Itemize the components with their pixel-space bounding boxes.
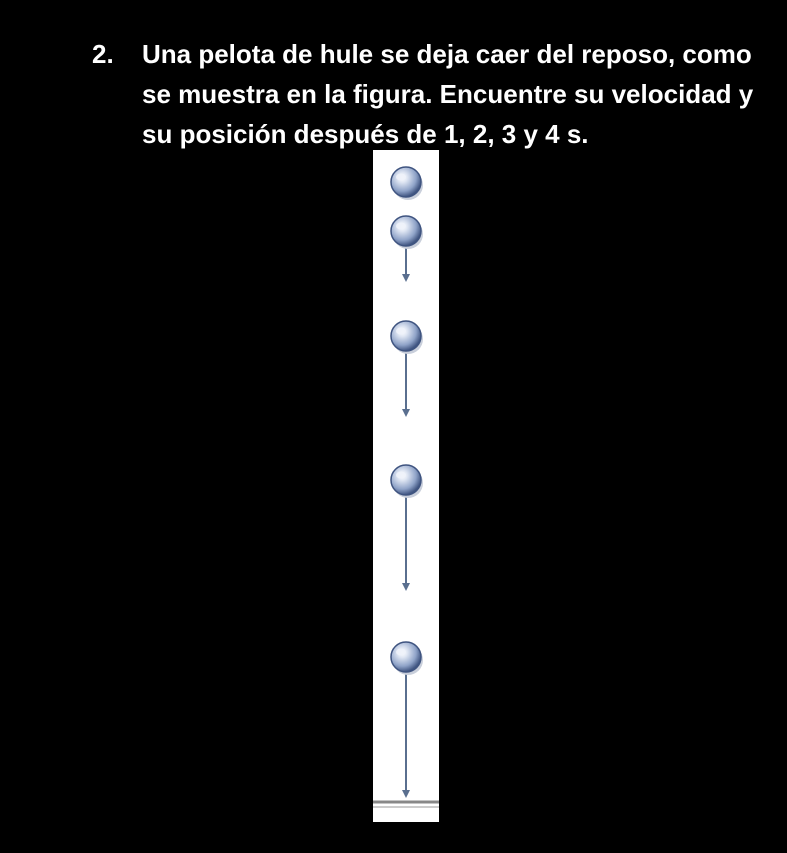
ball-highlight [396,223,406,230]
problem-text: Una pelota de hule se deja caer del reposo, como se muestra en la figura. Encuentre su velocidad y su posición después de 1, 2, 3 y 4 s. [142,39,754,149]
falling-ball-figure [373,150,439,822]
ball-position-2 [391,216,423,282]
ball-position-4 [391,465,423,591]
ball [391,167,421,197]
ball-position-1 [391,167,423,200]
falling-ball-diagram [373,150,439,822]
ball [391,642,421,672]
velocity-arrow-head [402,274,410,282]
ball-highlight [396,328,406,335]
ball-highlight [396,174,406,181]
ball [391,321,421,351]
velocity-arrow-head [402,790,410,798]
ball-highlight [396,649,406,656]
ball-highlight [396,472,406,479]
ball-position-3 [391,321,423,417]
problem-number: 2. [92,39,114,69]
ball-position-5 [391,642,423,798]
ball [391,465,421,495]
velocity-arrow-head [402,583,410,591]
velocity-arrow-head [402,409,410,417]
ball [391,216,421,246]
